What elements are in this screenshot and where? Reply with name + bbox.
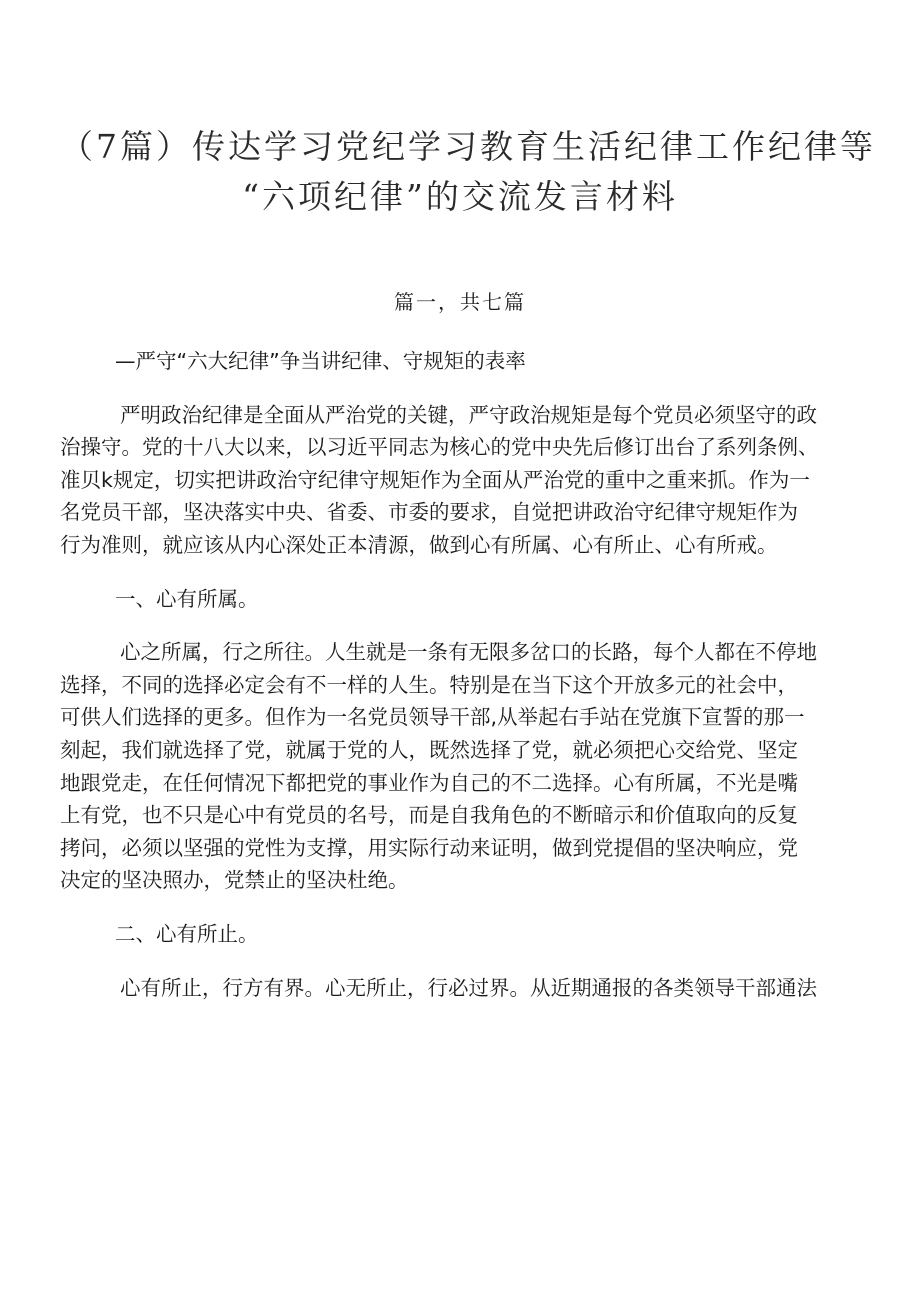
paragraph-line: 刻起，我们就选择了党，就属于党的人，既然选择了党，就必须把心交给党、坚定 bbox=[60, 737, 798, 762]
document-body bbox=[60, 345, 860, 1025]
title-line-1: （7篇）传达学习党纪学习教育生活纪律工作纪律等 bbox=[60, 127, 876, 166]
paragraph-line: 选择，不同的选择必定会有不一样的人生。特别是在当下这个开放多元的社会中， bbox=[60, 672, 798, 697]
paragraph-line: 上有党，也不只是心中有党员的名号，而是自我角色的不断暗示和价值取向的反复 bbox=[60, 803, 798, 828]
section-heading-text: —严守“六大纪律”争当讲纪律、守规矩的表率 bbox=[115, 349, 526, 373]
paragraph-line: 地跟党走，在任何情况下都把党的事业作为自己的不二选择。心有所属，不光是嘴 bbox=[60, 770, 798, 795]
section-heading bbox=[60, 345, 860, 378]
heading-2-text: 二、心有所止。 bbox=[115, 921, 259, 946]
paragraph-line: 心有所止，行方有界。心无所止，行必过界。从近期通报的各类领导干部通法 bbox=[120, 975, 817, 1000]
paragraph-line: 心之所属，行之所往。人生就是一条有无限多岔口的长路，每个人都在不停地 bbox=[120, 640, 817, 665]
paragraph-line: 准贝k规定，切实把讲政治守纪律守规矩作为全面从严治党的重中之重来抓。作为一 bbox=[60, 467, 810, 492]
paragraph-2 bbox=[60, 972, 860, 1005]
intro-paragraph bbox=[60, 399, 860, 562]
paragraph-line: 名党员干部，坚决落实中央、省委、市委的要求，自觉把讲政治守纪律守规矩作为 bbox=[60, 500, 798, 525]
paragraph-line: 可供人们选择的更多。但作为一名党员领导干部,从举起右手站在党旗下宣誓的那一 bbox=[60, 705, 805, 730]
heading-2 bbox=[60, 918, 860, 951]
paragraph-line: 决定的坚决照办，党禁止的坚决杜绝。 bbox=[60, 868, 409, 893]
title-line-2: “六项纪律”的交流发言材料 bbox=[242, 177, 678, 216]
paragraph-line: 拷问，必须以坚强的党性为支撑，用实际行动来证明，做到党提倡的坚决响应，党 bbox=[60, 835, 798, 860]
paragraph-line: 治操守。党的十八大以来，以习近平同志为核心的党中央先后修订出台了系列条例、 bbox=[60, 435, 819, 460]
paragraph-line: 行为准则，就应该从内心深处正本清源，做到心有所属、心有所止、心有所戒。 bbox=[60, 532, 778, 557]
paragraph-line: 严明政治纪律是全面从严治党的关键，严守政治规矩是每个党员必须坚守的政 bbox=[120, 402, 817, 427]
heading-1-text: 一、心有所属。 bbox=[115, 586, 259, 611]
article-subtitle: 篇一，共七篇 bbox=[394, 290, 526, 314]
document-title bbox=[60, 122, 876, 222]
paragraph-1 bbox=[60, 636, 860, 897]
heading-1 bbox=[60, 583, 860, 616]
